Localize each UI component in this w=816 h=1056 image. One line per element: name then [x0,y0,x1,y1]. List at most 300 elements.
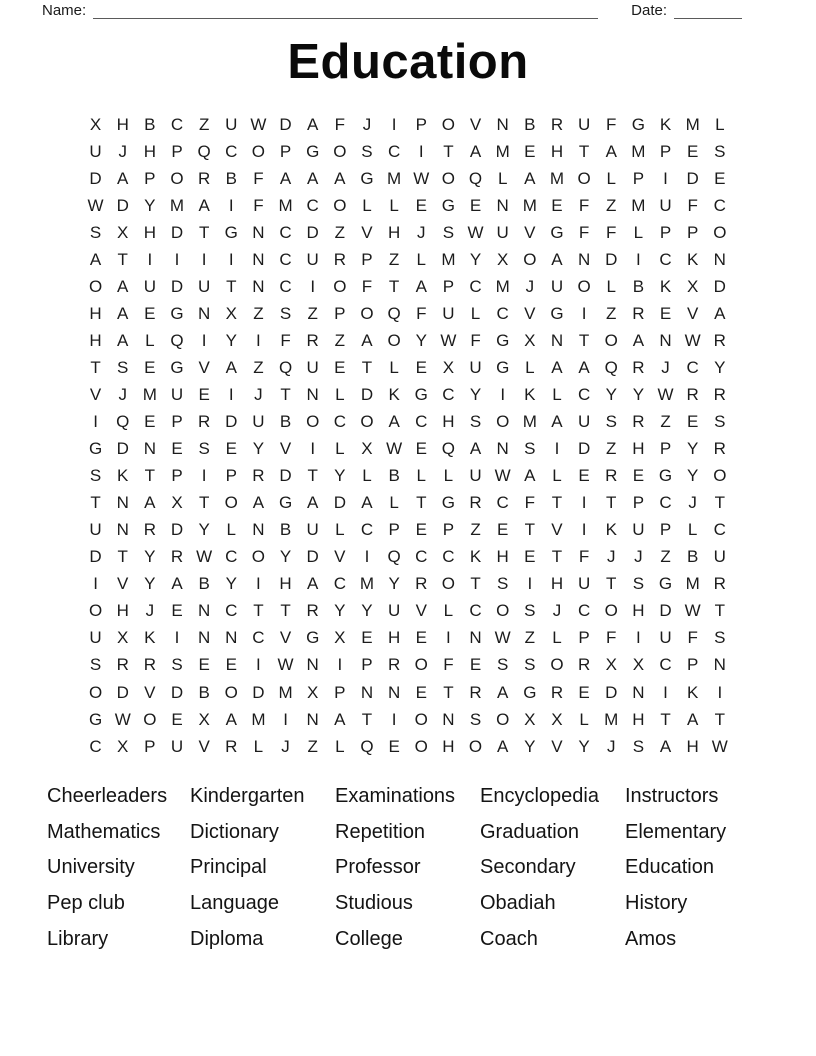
grid-letter[interactable]: L [362,195,372,215]
grid-letter[interactable]: O [713,466,727,486]
grid-letter[interactable]: C [225,141,238,161]
grid-letter[interactable]: A [551,412,563,432]
grid-letter[interactable]: Q [197,141,211,161]
grid-letter[interactable]: U [577,574,591,594]
grid-letter[interactable]: N [577,249,591,269]
grid-letter[interactable]: R [170,547,184,567]
grid-letter[interactable]: X [686,276,699,296]
grid-letter[interactable]: T [524,520,536,540]
grid-letter[interactable]: N [306,655,319,675]
grid-letter[interactable]: E [171,439,183,459]
grid-letter[interactable]: S [524,601,536,621]
grid-letter[interactable]: A [307,114,319,134]
grid-letter[interactable]: Z [253,357,264,377]
grid-letter[interactable]: X [117,222,129,242]
grid-letter[interactable]: J [634,547,643,567]
grid-letter[interactable]: T [198,222,210,242]
grid-letter[interactable]: B [632,276,645,296]
grid-letter[interactable]: Q [468,168,483,188]
grid-letter[interactable]: O [170,168,184,188]
grid-letter[interactable]: C [333,574,346,594]
grid-letter[interactable]: U [659,195,672,215]
grid-letter[interactable]: E [415,439,427,459]
grid-letter[interactable]: I [228,384,234,404]
grid-letter[interactable]: P [361,655,373,675]
grid-letter[interactable]: D [279,466,292,486]
grid-letter[interactable]: C [225,547,238,567]
grid-letter[interactable]: V [117,574,129,594]
grid-letter[interactable]: Y [714,357,726,377]
grid-letter[interactable]: H [632,709,645,729]
grid-letter[interactable]: A [361,330,373,350]
grid-letter[interactable]: U [659,628,672,648]
grid-letter[interactable]: R [116,655,129,675]
grid-letter[interactable]: O [306,412,320,432]
grid-letter[interactable]: P [171,412,183,432]
grid-letter[interactable]: A [279,168,292,188]
grid-letter[interactable]: A [497,682,509,702]
grid-letter[interactable]: E [415,628,427,648]
grid-letter[interactable]: I [174,628,180,648]
grid-letter[interactable]: T [280,384,291,404]
grid-letter[interactable]: N [469,628,482,648]
grid-letter[interactable]: G [88,439,103,459]
grid-letter[interactable]: G [306,628,320,648]
grid-letter[interactable]: I [201,249,207,269]
grid-letter[interactable]: C [659,493,672,513]
grid-letter[interactable]: F [361,276,373,296]
grid-letter[interactable]: C [415,547,428,567]
grid-letter[interactable]: J [118,384,127,404]
grid-letter[interactable]: V [551,736,563,756]
grid-letter[interactable]: K [686,249,699,269]
grid-letter[interactable]: A [117,330,129,350]
grid-letter[interactable]: Z [334,330,346,350]
grid-letter[interactable]: T [198,493,210,513]
grid-letter[interactable]: E [361,628,373,648]
grid-letter[interactable]: R [143,520,156,540]
grid-letter[interactable]: V [198,357,210,377]
grid-letter[interactable]: G [360,168,374,188]
grid-letter[interactable]: E [415,195,427,215]
grid-letter[interactable]: L [226,520,236,540]
grid-letter[interactable]: N [116,493,129,513]
grid-letter[interactable]: U [306,520,319,540]
grid-letter[interactable]: C [713,195,726,215]
grid-letter[interactable]: P [659,520,672,540]
grid-letter[interactable]: S [714,412,726,432]
grid-letter[interactable]: R [469,493,482,513]
grid-letter[interactable]: I [391,709,397,729]
grid-letter[interactable]: C [170,114,184,134]
grid-letter[interactable]: D [89,168,102,188]
grid-letter[interactable]: Y [524,736,536,756]
grid-letter[interactable]: D [170,520,184,540]
grid-letter[interactable]: K [469,547,482,567]
grid-letter[interactable]: V [686,303,699,323]
grid-letter[interactable]: O [88,276,103,296]
grid-letter[interactable]: R [550,682,564,702]
grid-letter[interactable]: Y [279,547,292,567]
grid-letter[interactable]: C [659,655,672,675]
grid-letter[interactable]: F [687,195,698,215]
grid-letter[interactable]: P [659,141,672,161]
grid-letter[interactable]: T [226,276,237,296]
grid-letter[interactable]: T [361,709,373,729]
grid-letter[interactable]: L [416,466,426,486]
grid-letter[interactable]: V [551,520,563,540]
grid-letter[interactable]: K [144,628,156,648]
grid-letter[interactable]: B [225,168,237,188]
grid-letter[interactable]: C [659,249,672,269]
grid-letter[interactable]: F [280,330,291,350]
grid-letter[interactable]: G [278,493,293,513]
grid-letter[interactable]: W [494,466,511,486]
grid-letter[interactable]: F [443,655,454,675]
grid-letter[interactable]: P [632,168,645,188]
grid-letter[interactable]: U [577,114,591,134]
grid-letter[interactable]: A [144,493,156,513]
grid-letter[interactable]: W [250,114,267,134]
grid-letter[interactable]: F [578,195,590,215]
grid-letter[interactable]: O [88,601,103,621]
grid-letter[interactable]: X [632,655,645,675]
grid-letter[interactable]: Y [388,574,400,594]
grid-letter[interactable]: U [713,547,726,567]
grid-letter[interactable]: R [225,736,238,756]
grid-letter[interactable]: X [524,709,536,729]
grid-letter[interactable]: L [497,168,508,188]
grid-letter[interactable]: E [144,357,156,377]
grid-letter[interactable]: U [387,601,401,621]
grid-letter[interactable]: T [144,466,156,486]
grid-letter[interactable]: C [252,628,265,648]
grid-letter[interactable]: M [522,412,537,432]
grid-letter[interactable]: I [201,466,207,486]
grid-letter[interactable]: G [631,114,645,134]
grid-letter[interactable]: I [256,330,261,350]
grid-letter[interactable]: O [143,709,157,729]
grid-letter[interactable]: N [197,628,211,648]
grid-letter[interactable]: V [198,736,210,756]
grid-letter[interactable]: E [388,736,400,756]
grid-letter[interactable]: I [717,682,723,702]
grid-letter[interactable]: E [144,412,156,432]
grid-letter[interactable]: G [658,574,673,594]
grid-letter[interactable]: O [251,141,266,161]
grid-letter[interactable]: W [467,222,484,242]
grid-letter[interactable]: N [387,682,401,702]
grid-letter[interactable]: P [686,222,699,242]
grid-letter[interactable]: O [360,303,374,323]
grid-letter[interactable]: I [256,655,261,675]
grid-letter[interactable]: L [552,384,562,404]
grid-letter[interactable]: A [469,141,482,161]
grid-letter[interactable]: Q [278,357,293,377]
grid-letter[interactable]: E [551,195,563,215]
grid-letter[interactable]: Z [606,439,617,459]
grid-letter[interactable]: E [469,655,482,675]
grid-letter[interactable]: Y [225,330,237,350]
grid-letter[interactable]: N [632,682,645,702]
grid-letter[interactable]: M [359,574,375,594]
grid-letter[interactable]: A [198,195,210,215]
grid-letter[interactable]: P [225,466,237,486]
grid-letter[interactable]: J [417,222,426,242]
grid-letter[interactable]: D [116,439,129,459]
grid-letter[interactable]: I [93,412,98,432]
grid-letter[interactable]: C [713,520,726,540]
grid-letter[interactable]: O [333,276,347,296]
grid-letter[interactable]: O [333,141,347,161]
grid-letter[interactable]: I [391,114,397,134]
grid-letter[interactable]: W [87,195,104,215]
grid-letter[interactable]: E [198,384,210,404]
grid-letter[interactable]: D [306,547,319,567]
grid-letter[interactable]: O [441,168,456,188]
grid-letter[interactable]: L [687,520,698,540]
grid-letter[interactable]: O [441,574,456,594]
grid-letter[interactable]: L [443,466,454,486]
grid-letter[interactable]: Z [606,303,617,323]
grid-letter[interactable]: R [605,466,618,486]
grid-letter[interactable]: H [89,330,102,350]
grid-letter[interactable]: T [280,601,291,621]
grid-letter[interactable]: S [632,736,645,756]
grid-letter[interactable]: U [306,357,319,377]
grid-letter[interactable]: E [632,466,645,486]
grid-letter[interactable]: N [197,601,211,621]
grid-letter[interactable]: I [256,574,261,594]
grid-letter[interactable]: E [171,709,183,729]
grid-letter[interactable]: M [522,195,537,215]
grid-letter[interactable]: Y [469,384,482,404]
grid-letter[interactable]: W [711,736,728,756]
grid-letter[interactable]: L [335,439,345,459]
grid-letter[interactable]: R [333,249,346,269]
grid-letter[interactable]: F [578,547,590,567]
grid-letter[interactable]: M [631,141,646,161]
grid-letter[interactable]: V [279,628,292,648]
grid-letter[interactable]: E [334,357,346,377]
grid-letter[interactable]: T [714,601,725,621]
grid-letter[interactable]: E [144,303,156,323]
grid-letter[interactable]: O [414,736,428,756]
grid-letter[interactable]: N [496,439,509,459]
grid-letter[interactable]: V [469,114,482,134]
grid-letter[interactable]: I [174,249,180,269]
grid-letter[interactable]: U [442,303,455,323]
grid-letter[interactable]: L [335,384,345,404]
grid-letter[interactable]: H [116,601,129,621]
grid-letter[interactable]: K [686,682,699,702]
grid-letter[interactable]: O [468,736,483,756]
grid-letter[interactable]: W [494,628,511,648]
grid-letter[interactable]: U [197,276,211,296]
grid-letter[interactable]: T [416,493,427,513]
grid-letter[interactable]: F [687,628,698,648]
grid-letter[interactable]: B [198,682,210,702]
grid-letter[interactable]: H [442,412,455,432]
grid-letter[interactable]: O [333,195,347,215]
grid-letter[interactable]: J [606,736,616,756]
grid-letter[interactable]: P [144,736,156,756]
grid-letter[interactable]: L [552,628,562,648]
grid-letter[interactable]: F [606,114,617,134]
grid-letter[interactable]: S [714,628,726,648]
grid-letter[interactable]: F [253,168,264,188]
grid-letter[interactable]: T [90,357,101,377]
grid-letter[interactable]: E [686,141,699,161]
grid-letter[interactable]: L [443,601,454,621]
grid-letter[interactable]: N [252,276,265,296]
grid-letter[interactable]: P [686,655,699,675]
grid-letter[interactable]: R [713,439,726,459]
grid-letter[interactable]: Y [198,520,210,540]
grid-letter[interactable]: F [606,628,617,648]
grid-letter[interactable]: I [337,655,343,675]
grid-letter[interactable]: P [388,520,400,540]
grid-letter[interactable]: U [632,520,645,540]
grid-letter[interactable]: W [114,709,131,729]
grid-letter[interactable]: T [361,357,373,377]
grid-letter[interactable]: K [659,276,672,296]
grid-letter[interactable]: O [224,493,238,513]
grid-letter[interactable]: W [277,655,294,675]
grid-letter[interactable]: P [659,222,672,242]
grid-letter[interactable]: N [306,709,319,729]
grid-letter[interactable]: C [469,601,482,621]
grid-letter[interactable]: O [360,412,374,432]
grid-letter[interactable]: U [252,412,265,432]
grid-letter[interactable]: O [414,655,428,675]
grid-letter[interactable]: M [495,276,510,296]
grid-letter[interactable]: P [442,520,455,540]
grid-letter[interactable]: A [307,168,319,188]
grid-letter[interactable]: H [550,141,564,161]
grid-letter[interactable]: T [551,547,563,567]
grid-letter[interactable]: D [360,384,374,404]
grid-letter[interactable]: L [335,736,345,756]
grid-letter[interactable]: R [415,574,428,594]
grid-letter[interactable]: R [632,303,645,323]
grid-letter[interactable]: H [279,574,292,594]
grid-letter[interactable]: P [144,168,156,188]
grid-letter[interactable]: S [497,574,509,594]
grid-letter[interactable]: A [415,276,427,296]
grid-letter[interactable]: I [554,439,560,459]
grid-letter[interactable]: P [334,682,346,702]
grid-letter[interactable]: G [306,141,320,161]
grid-letter[interactable]: A [686,709,699,729]
grid-letter[interactable]: L [552,466,562,486]
grid-letter[interactable]: U [469,466,482,486]
grid-letter[interactable]: S [714,141,726,161]
grid-letter[interactable]: I [418,141,424,161]
grid-letter[interactable]: X [171,493,183,513]
grid-letter[interactable]: F [253,195,264,215]
grid-letter[interactable]: W [386,439,403,459]
grid-letter[interactable]: M [278,195,293,215]
grid-letter[interactable]: S [632,574,645,594]
grid-letter[interactable]: T [307,466,318,486]
grid-letter[interactable]: B [686,547,699,567]
grid-letter[interactable]: C [415,412,428,432]
grid-letter[interactable]: Z [253,303,264,323]
grid-letter[interactable]: F [416,303,427,323]
grid-letter[interactable]: C [279,276,292,296]
grid-letter[interactable]: E [524,141,536,161]
grid-letter[interactable]: G [550,303,564,323]
grid-letter[interactable]: J [661,357,670,377]
grid-letter[interactable]: S [89,655,102,675]
grid-letter[interactable]: C [686,357,699,377]
grid-letter[interactable]: I [527,574,533,594]
grid-letter[interactable]: M [142,384,157,404]
grid-letter[interactable]: R [197,168,211,188]
grid-letter[interactable]: B [388,466,400,486]
grid-letter[interactable]: L [633,222,644,242]
grid-letter[interactable]: R [713,330,726,350]
grid-letter[interactable]: F [606,222,617,242]
grid-letter[interactable]: P [361,249,373,269]
grid-letter[interactable]: F [470,330,481,350]
grid-letter[interactable]: D [225,412,238,432]
grid-letter[interactable]: S [524,655,536,675]
grid-letter[interactable]: M [549,168,565,188]
grid-letter[interactable]: S [442,222,455,242]
grid-letter[interactable]: D [686,168,699,188]
grid-letter[interactable]: Q [441,439,456,459]
grid-letter[interactable]: S [89,222,102,242]
grid-letter[interactable]: J [281,736,290,756]
grid-letter[interactable]: C [496,493,509,513]
grid-letter[interactable]: I [581,303,587,323]
grid-letter[interactable]: R [197,412,211,432]
grid-letter[interactable]: I [364,547,370,567]
grid-letter[interactable]: W [684,330,701,350]
grid-letter[interactable]: N [143,439,156,459]
grid-letter[interactable]: X [497,249,509,269]
grid-letter[interactable]: R [632,357,645,377]
grid-letter[interactable]: X [89,114,102,134]
grid-letter[interactable]: G [496,357,510,377]
grid-letter[interactable]: X [551,709,563,729]
grid-letter[interactable]: A [89,249,102,269]
grid-letter[interactable]: S [198,439,210,459]
grid-letter[interactable]: L [579,709,589,729]
grid-letter[interactable]: E [497,520,509,540]
grid-letter[interactable]: D [170,276,184,296]
grid-letter[interactable]: A [551,249,563,269]
grid-letter[interactable]: K [388,384,400,404]
grid-letter[interactable]: A [659,736,672,756]
grid-letter[interactable]: C [442,384,455,404]
grid-letter[interactable]: N [713,655,726,675]
grid-letter[interactable]: M [685,574,700,594]
grid-letter[interactable]: Z [606,195,617,215]
grid-letter[interactable]: C [577,601,591,621]
grid-letter[interactable]: G [414,384,428,404]
grid-letter[interactable]: T [714,493,725,513]
grid-letter[interactable]: K [524,384,536,404]
grid-letter[interactable]: P [334,303,346,323]
grid-letter[interactable]: I [147,249,153,269]
grid-letter[interactable]: Y [415,330,427,350]
grid-letter[interactable]: Q [387,303,401,323]
grid-letter[interactable]: Z [470,520,481,540]
grid-letter[interactable]: E [714,168,726,188]
